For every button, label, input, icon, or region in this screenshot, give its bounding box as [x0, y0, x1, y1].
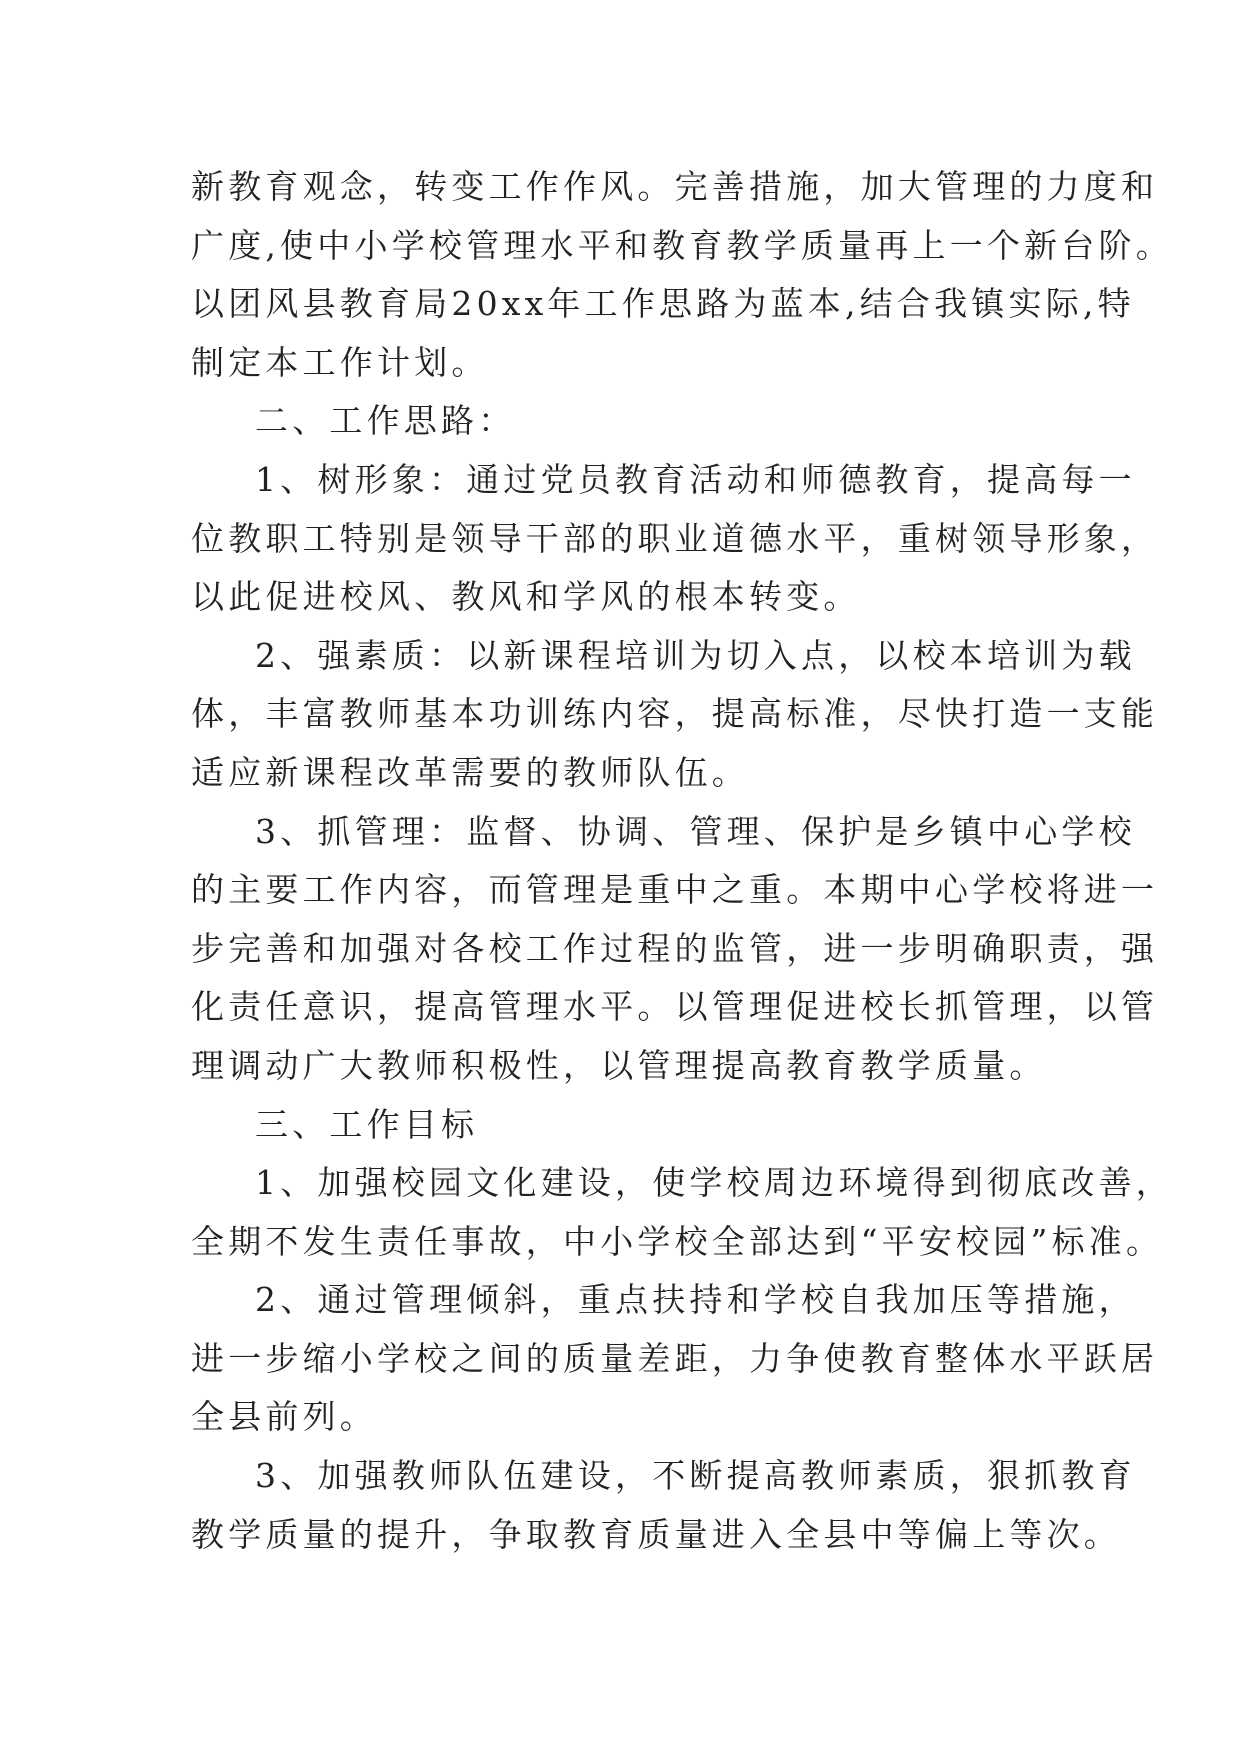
paragraph-line: 以团风县教育局20xx年工作思路为蓝本,结合我镇实际,特	[191, 284, 1135, 324]
paragraph-line: 新教育观念，转变工作作风。完善措施，加大管理的力度和	[191, 167, 1159, 206]
paragraph-line: 3、加强教师队伍建设，不断提高教师素质，狠抓教育	[255, 1456, 1136, 1496]
paragraph-line: 1、树形象：通过党员教育活动和师德教育，提高每一	[255, 459, 1136, 499]
paragraph-line: 全期不发生责任事故，中小学校全部达到“平安校园”标准。	[191, 1221, 1164, 1261]
paragraph-line: 化责任意识，提高管理水平。以管理促进校长抓管理，以管	[191, 987, 1159, 1027]
paragraph-line: 位教职工特别是领导干部的职业道德水平，重树领导形象，	[191, 518, 1159, 558]
paragraph-line: 广度,使中小学校管理水平和教育教学质量再上一个新台阶。	[191, 225, 1173, 265]
paragraph-line: 制定本工作计划。	[191, 342, 489, 382]
paragraph-line: 1、加强校园文化建设，使学校周边环境得到彻底改善，	[255, 1163, 1173, 1203]
section-heading: 三、工作目标	[255, 1104, 479, 1144]
paragraph-line: 3、抓管理：监督、协调、管理、保护是乡镇中心学校	[255, 811, 1136, 851]
document-body	[191, 158, 1173, 1564]
paragraph-line: 2、强素质：以新课程培训为切入点，以校本培训为载	[255, 635, 1136, 675]
paragraph-line: 的主要工作内容，而管理是重中之重。本期中心学校将进一	[191, 870, 1159, 910]
paragraph-line: 理调动广大教师积极性，以管理提高教育教学质量。	[191, 1045, 1047, 1085]
section-heading: 二、工作思路：	[255, 401, 516, 441]
paragraph-line: 以此促进校风、教风和学风的根本转变。	[191, 577, 861, 617]
paragraph-line: 体，丰富教师基本功训练内容，提高标准，尽快打造一支能	[191, 694, 1159, 734]
paragraph-line: 进一步缩小学校之间的质量差距，力争使教育整体水平跃居	[191, 1338, 1159, 1378]
paragraph-line: 适应新课程改革需要的教师队伍。	[191, 752, 749, 792]
paragraph-line: 步完善和加强对各校工作过程的监管，进一步明确职责，强	[191, 928, 1159, 968]
paragraph-line: 2、通过管理倾斜，重点扶持和学校自我加压等措施，	[255, 1280, 1136, 1320]
paragraph-line: 全县前列。	[191, 1397, 377, 1437]
paragraph-line: 教学质量的提升，争取教育质量进入全县中等偏上等次。	[191, 1514, 1121, 1554]
